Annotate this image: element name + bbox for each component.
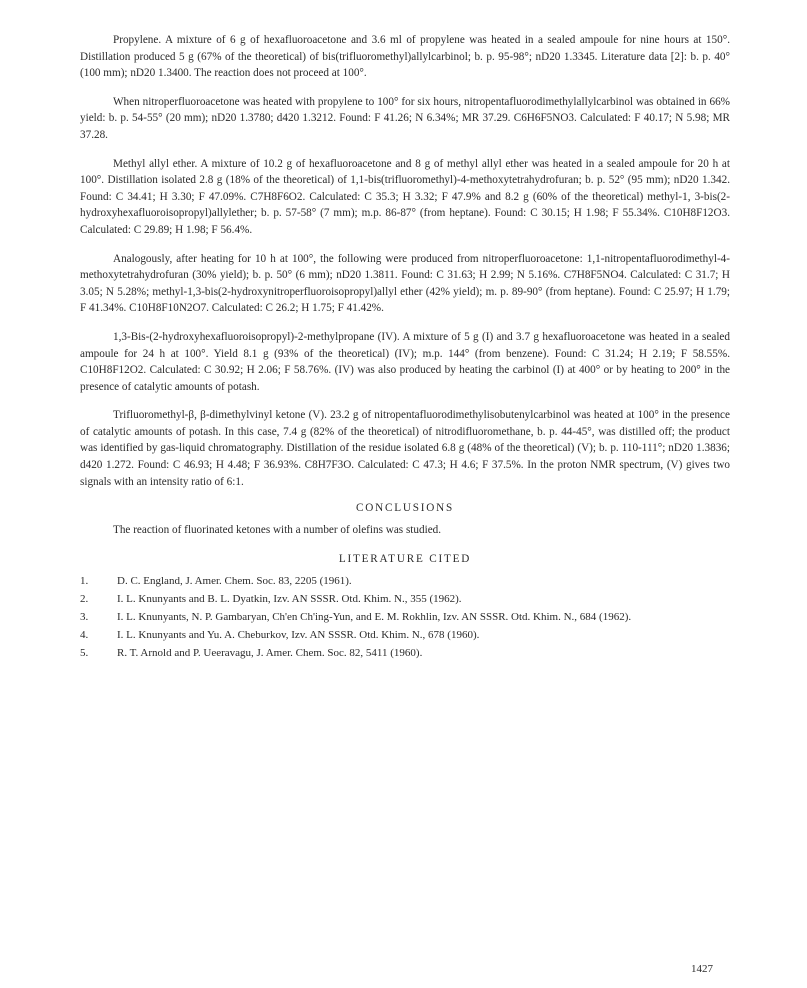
reference-text: I. L. Knunyants, N. P. Gambaryan, Ch'en Ch'ing-Yun, and E. M. Rokhlin, Izv. AN SSSR. Otd. Khim. N., 684 (1962). — [117, 610, 632, 623]
reference-number: 5. — [80, 646, 89, 659]
paragraph-bis-hydroxy-compound-iv: 1,3-Bis-(2-hydroxyhexafluoroisopropyl)-2-methylpropane (IV). A mixture of 5 g (I) and 3.7 g hexafluoroacetone was heated in a sealed ampoule for 24 h at 100°. Yield 8.1 g (93% of the theoretical) (IV); m.p. 144° (from benzene). Found: C 31.24; H 2.19; F 58.55%. C10H8F12O2. Calculated: C 30.92; H 2.06; F 58.76%. (IV) was also produced by heating the carbinol (I) at 400° or by heating to 200° in the presence of catalytic amounts of potash. — [80, 330, 730, 393]
page-body — [80, 32, 730, 663]
page-number: 1427 — [691, 963, 713, 975]
reference-item — [80, 591, 730, 607]
reference-item — [80, 627, 730, 643]
reference-item — [80, 645, 730, 661]
references-heading: LITERATURE CITED — [338, 552, 472, 565]
reference-text: I. L. Knunyants and B. L. Dyatkin, Izv. AN SSSR. Otd. Khim. N., 355 (1962). — [117, 592, 462, 605]
reference-text: R. T. Arnold and P. Ueeravagu, J. Amer. Chem. Soc. 82, 5411 (1960). — [117, 646, 423, 659]
paragraph-propylene: Propylene. A mixture of 6 g of hexafluoroacetone and 3.6 ml of propylene was heated in a sealed ampoule for nine hours at 150°. Distillation produced 5 g (67% of the theoretical) of bis(trifluoromethyl)allylcarbinol; b. p. 95-98°; nD20 1.3345. Literature data [2]: b. p. 40° (100 mm); nD20 1.3400. The reaction does not proceed at 100°. — [80, 34, 730, 80]
conclusions-heading: CONCLUSIONS — [355, 502, 455, 515]
reference-number: 3. — [80, 610, 89, 623]
reference-text: I. L. Knunyants and Yu. A. Cheburkov, Izv. AN SSSR. Otd. Khim. N., 678 (1960). — [117, 628, 480, 641]
reference-item — [80, 609, 730, 625]
reference-text: D. C. England, J. Amer. Chem. Soc. 83, 2205 (1961). — [117, 574, 352, 587]
reference-number: 1. — [80, 574, 89, 587]
reference-list — [80, 573, 730, 661]
paragraph-analogously: Analogously, after heating for 10 h at 100°, the following were produced from nitroperfluoroacetone: 1,1-nitropentafluorodimethyl-4-methoxytetrahydrofuran (30% yield); b. p. 50° (6 mm); nD20 1.3811. Found: C 31.63; H 2.99; N 5.16%. C7H8F5NO4. Calculated: C 31.7; H 3.05; N 5.28%; methyl-1,3-bis(2-hydroxynitroperfluoroisopropyl)allyl ether (42% yield); m. p. 89-90° (from heptane). Found: C 25.97; H 1.79; F 41.34%. C10H8F10N2O7. Calculated: C 26.2; H 1.75; F 41.42%. — [80, 252, 730, 315]
paragraph-nitroperfluoroacetone-propylene: When nitroperfluoroacetone was heated with propylene to 100° for six hours, nitropentafluorodimethylallylcarbinol was obtained in 66% yield: b. p. 54-55° (20 mm); nD20 1.3780; d420 1.3212. Found: F 41.26; N 6.34%; MR 37.29. C6H6F5NO3. Calculated: F 40.17; N 5.98; MR 37.28. — [80, 95, 730, 141]
conclusions-text: The reaction of fluorinated ketones with a number of olefins was studied. — [113, 524, 442, 537]
reference-number: 2. — [80, 592, 89, 605]
paragraph-trifluoromethyl-ketone-v: Trifluoromethyl-β, β-dimethylvinyl ketone (V). 23.2 g of nitropentafluorodimethylisobutenylcarbinol was heated at 100° in the presence of catalytic amounts of potash. In this case, 7.4 g (82% of the theoretical) of nitrodifluoromethane, b. p. 44-45°, was distilled off; the product was identified by gas-liquid chromatography. Distillation of the residue isolated 6.8 g (48% of the theoretical) (V); b. p. 110-111°; nD20 1.3836; d420 1.272. Found: C 46.93; H 4.48; F 36.93%. C8H7F3O. Calculated: C 47.3; H 4.6; F 37.5%. In the proton NMR spectrum, (V) gives two signals with an intensity ratio of 6:1. — [80, 409, 730, 488]
reference-number: 4. — [80, 628, 89, 641]
paragraph-methyl-allyl-ether: Methyl allyl ether. A mixture of 10.2 g of hexafluoroacetone and 8 g of methyl allyl ether was heated in a sealed ampoule for 20 h at 100°. Distillation isolated 2.8 g (18% of the theoretical) of 1,1-bis(trifluoromethyl)-4-methoxytetrahydrofuran; b. p. 52° (95 mm); nD20 1.342. Found: C 34.41; H 3.30; F 47.09%. C7H8F6O2. Calculated: C 35.3; H 3.32; F 47.9% and 8.2 g (60% of the theoretical) methyl-1, 3-bis(2-hydroxyhexafluoroisopropyl)allylether; b. p. 57-58° (7 mm); m.p. 86-87° (from heptane). Found: C 30.15; H 1.98; F 55.34%. C10H8F12O3. Calculated: C 29.89; H 1.98; F 56.4%. — [80, 157, 730, 236]
reference-item — [80, 573, 730, 589]
